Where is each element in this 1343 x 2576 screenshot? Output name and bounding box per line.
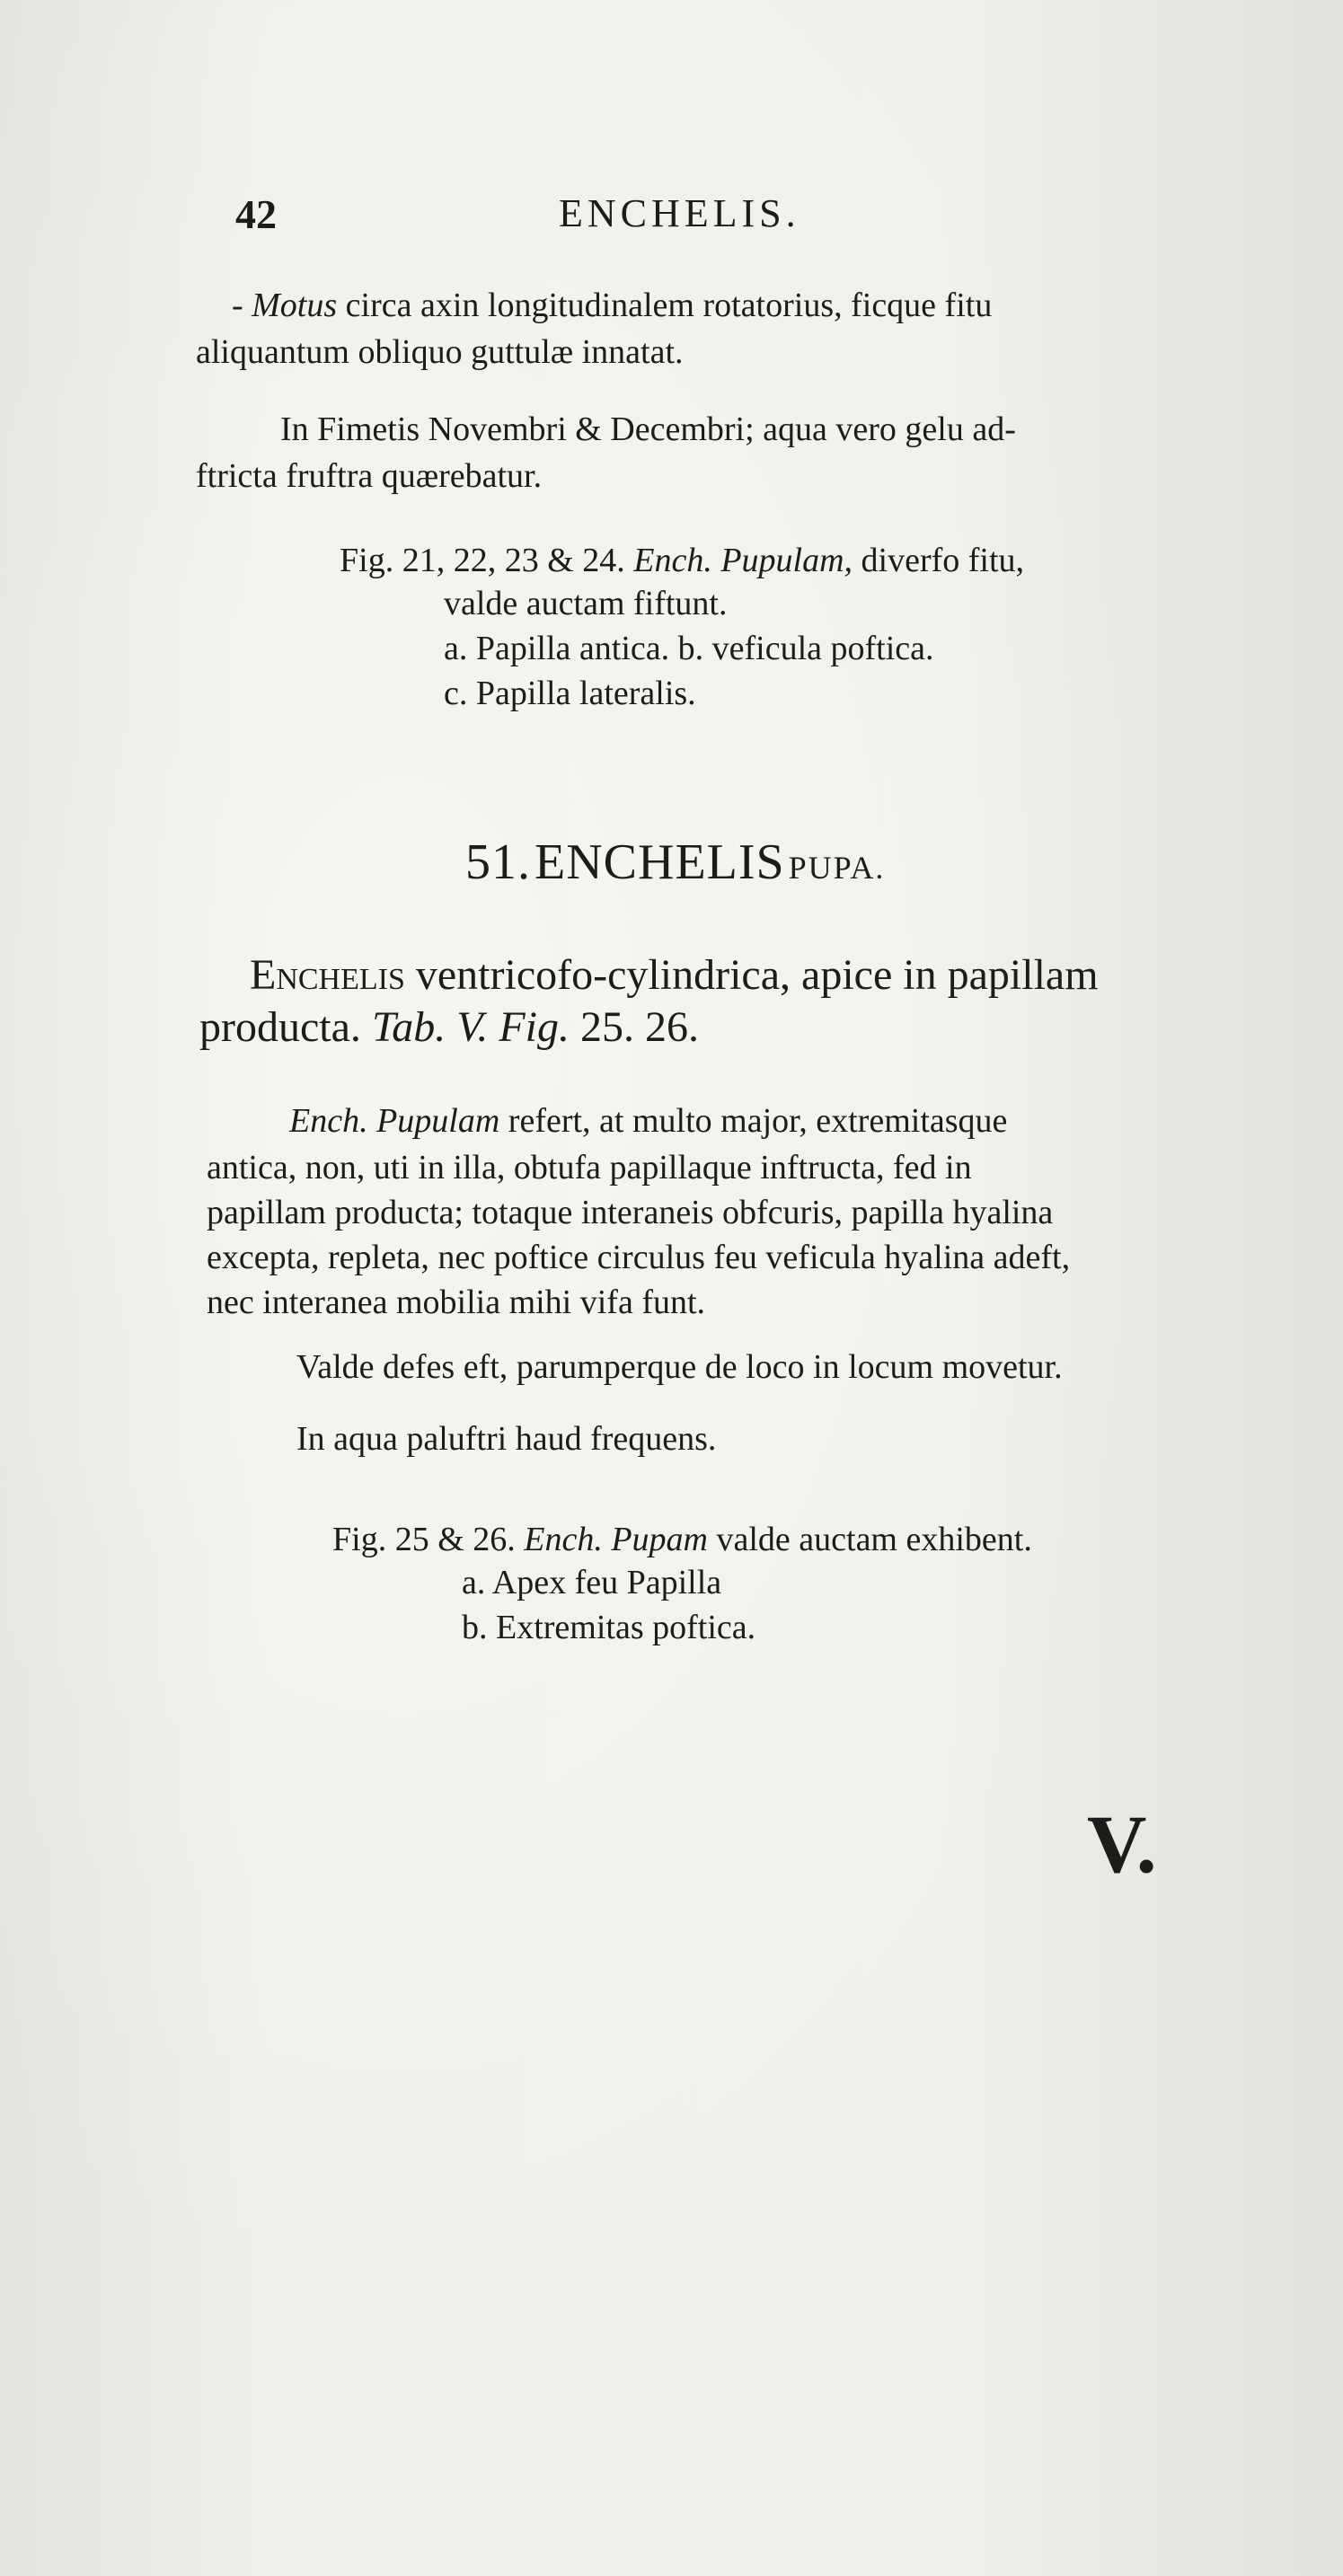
para1-line2: aliquantum obliquo guttulæ innatat.: [196, 333, 684, 371]
para5-line1: In aqua paluftri haud frequens.: [296, 1420, 717, 1458]
diagnosis-line2: producta. Tab. V. Fig. 25. 26.: [199, 1003, 700, 1051]
diagnosis-line1: Enchelis ventricofo-cylindrica, apice in papillam: [250, 951, 1099, 999]
fig1-legend-c: c. Papilla lateralis.: [444, 675, 696, 712]
para2-line2: ftricta fruftra quærebatur.: [196, 457, 543, 495]
fig1-caption-line2: valde auctam fiftunt.: [444, 585, 728, 622]
fig2-legend-b: b. Extremitas poftica.: [462, 1609, 756, 1646]
para3-line1: Ench. Pupulam refert, at multo major, extremitasque: [289, 1102, 1008, 1140]
para3-line5: nec interanea mobilia mihi vifa funt.: [207, 1284, 706, 1321]
running-head: ENCHELIS.: [559, 191, 800, 235]
section-title: ENCHELIS: [535, 834, 785, 890]
fig1-legend-ab: a. Papilla antica. b. veficula poftica.: [444, 630, 934, 667]
page-number: 42: [235, 191, 277, 237]
catchword: V.: [1087, 1798, 1157, 1890]
para1-line1: - Motus circa axin longitudinalem rotatorius, ficque fitu: [232, 287, 993, 324]
section-subtitle: PUPA.: [788, 850, 886, 886]
section-heading: [465, 834, 885, 891]
para3-line3: papillam producta; totaque interaneis obfcuris, papilla hyalina: [207, 1194, 1054, 1231]
para3-line4: excepta, repleta, nec poftice circulus feu veficula hyalina adeft,: [207, 1239, 1071, 1276]
para3-line2: antica, non, uti in illa, obtufa papillaque inftructa, fed in: [207, 1149, 972, 1187]
fig2-caption-line1: Fig. 25 & 26. Ench. Pupam valde auctam exhibent.: [332, 1521, 1032, 1558]
fig1-caption-line1: Fig. 21, 22, 23 & 24. Ench. Pupulam, diverfo fitu,: [340, 542, 1025, 579]
fig2-legend-a: a. Apex feu Papilla: [462, 1564, 722, 1601]
para4-line1: Valde defes eft, parumperque de loco in locum movetur.: [296, 1348, 1063, 1386]
para2-line1: In Fimetis Novembri & Decembri; aqua vero gelu ad-: [280, 410, 1016, 448]
section-number: 51.: [465, 834, 531, 890]
